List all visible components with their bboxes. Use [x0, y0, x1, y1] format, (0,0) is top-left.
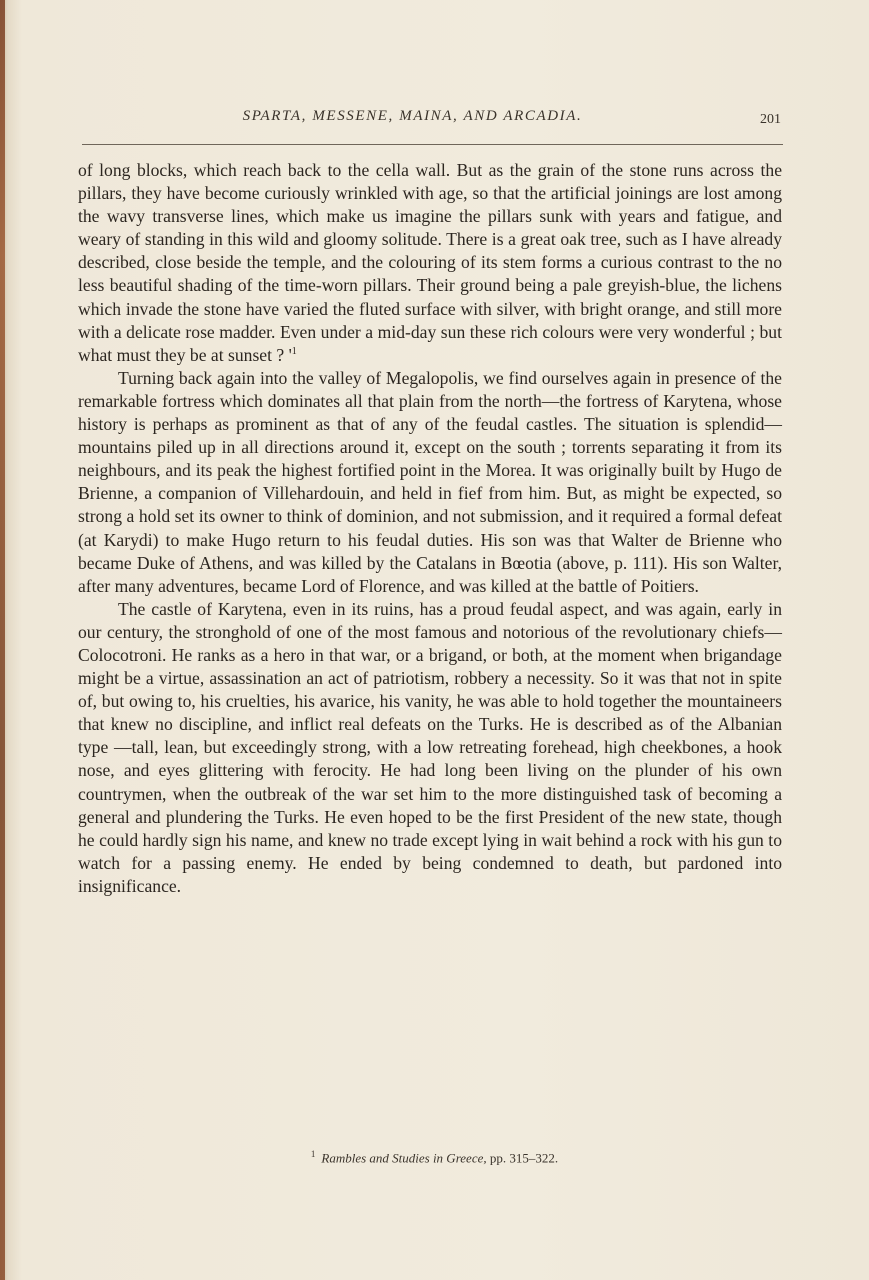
book-spine-edge — [0, 0, 5, 1280]
footnote — [0, 1149, 869, 1166]
page-header — [82, 104, 783, 145]
footnote-title: Rambles and Studies in Greece, — [321, 1150, 487, 1166]
body-text — [78, 159, 782, 898]
paragraph-continued — [78, 159, 782, 367]
running-head: SPARTA, MESSENE, MAINA, AND ARCADIA. — [242, 108, 583, 124]
footnote-reference: 1 — [291, 345, 297, 357]
paragraph-colocotroni: The castle of Karytena, even in its ruins, has a proud feudal aspect, and was again, early in our century, the stronghold of one of the most famous and notorious of the revolutionary chiefs—Colocotroni. He ranks as a hero in that war, or a brigand, or both, at the moment when brigandage might be a virtue, assassination an act of patriotism, robbery a necessity. So it was that not in spite of, but owing to, his cruelties, his avarice, his vanity, he was able to hold together the mountaineers that knew no discipline, and inflict real defeats on the Turks. He is described as of the Albanian type —tall, lean, but exceedingly strong, with a low retreating forehead, high cheekbones, a hook nose, and eyes glittering with ferocity. He had long been living on the plunder of his own countrymen, when the outbreak of the war set him to the more distinguished task of becoming a general and plundering the Turks. He even hoped to be the first President of the new state, though he could hardly sign his name, and knew no trade except lying in wait behind a rock with his gun to watch for a passing enemy. He ended by being condemned to death, but pardoned into insignificance. — [78, 598, 782, 896]
footnote-number: 1 — [310, 1149, 316, 1159]
page-number: 201 — [760, 112, 781, 127]
paragraph-karytena-history: Turning back again into the valley of Megalopolis, we find ourselves again in presence of the remarkable fortress which dominates all that plain from the north—the fortress of Karytena, whose history is perhaps as prominent as that of any of the feudal castles. The situation is splendid—mountains piled up in all directions around it, except on the south ; torrents separating it from its neighbours, and its peak the highest fortified point in the Morea. It was originally built by Hugo de Brienne, a companion of Villehardouin, and held in fief from him. But, as might be expected, so strong a hold set its owner to think of dominion, and not submission, and it required a formal defeat (at Karydi) to make Hugo return to his feudal duties. His son was that Walter de Brienne who became Duke of Athens, and was killed by the Catalans in Bœotia (above, p. 111). His son Walter, after many adventures, became Lord of Florence, and was killed at the battle of Poitiers. — [78, 367, 782, 596]
footnote-pages: pp. 315–322. — [489, 1150, 559, 1166]
paragraph-text: of long blocks, which reach back to the cella wall. But as the grain of the stone runs across the pillars, they have become curiously wrinkled with age, so that the artificial joinings are lost among the wavy transverse lines, which make us imagine the pillars sunk with years and fatigue, and weary of standing in this wild and gloomy solitude. There is a great oak tree, such as I have already described, close beside the temple, and the colouring of its stem forms a curious contrast to the no less beautiful shading of the time-worn pillars. Their ground being a pale greyish-blue, the lichens which invade the stone have varied the fluted surface with silver, with bright orange, and still more with a delicate rose madder. Even under a mid-day sun these rich colours were very wonderful ; but what must they be at sunset ? ' — [78, 160, 782, 365]
